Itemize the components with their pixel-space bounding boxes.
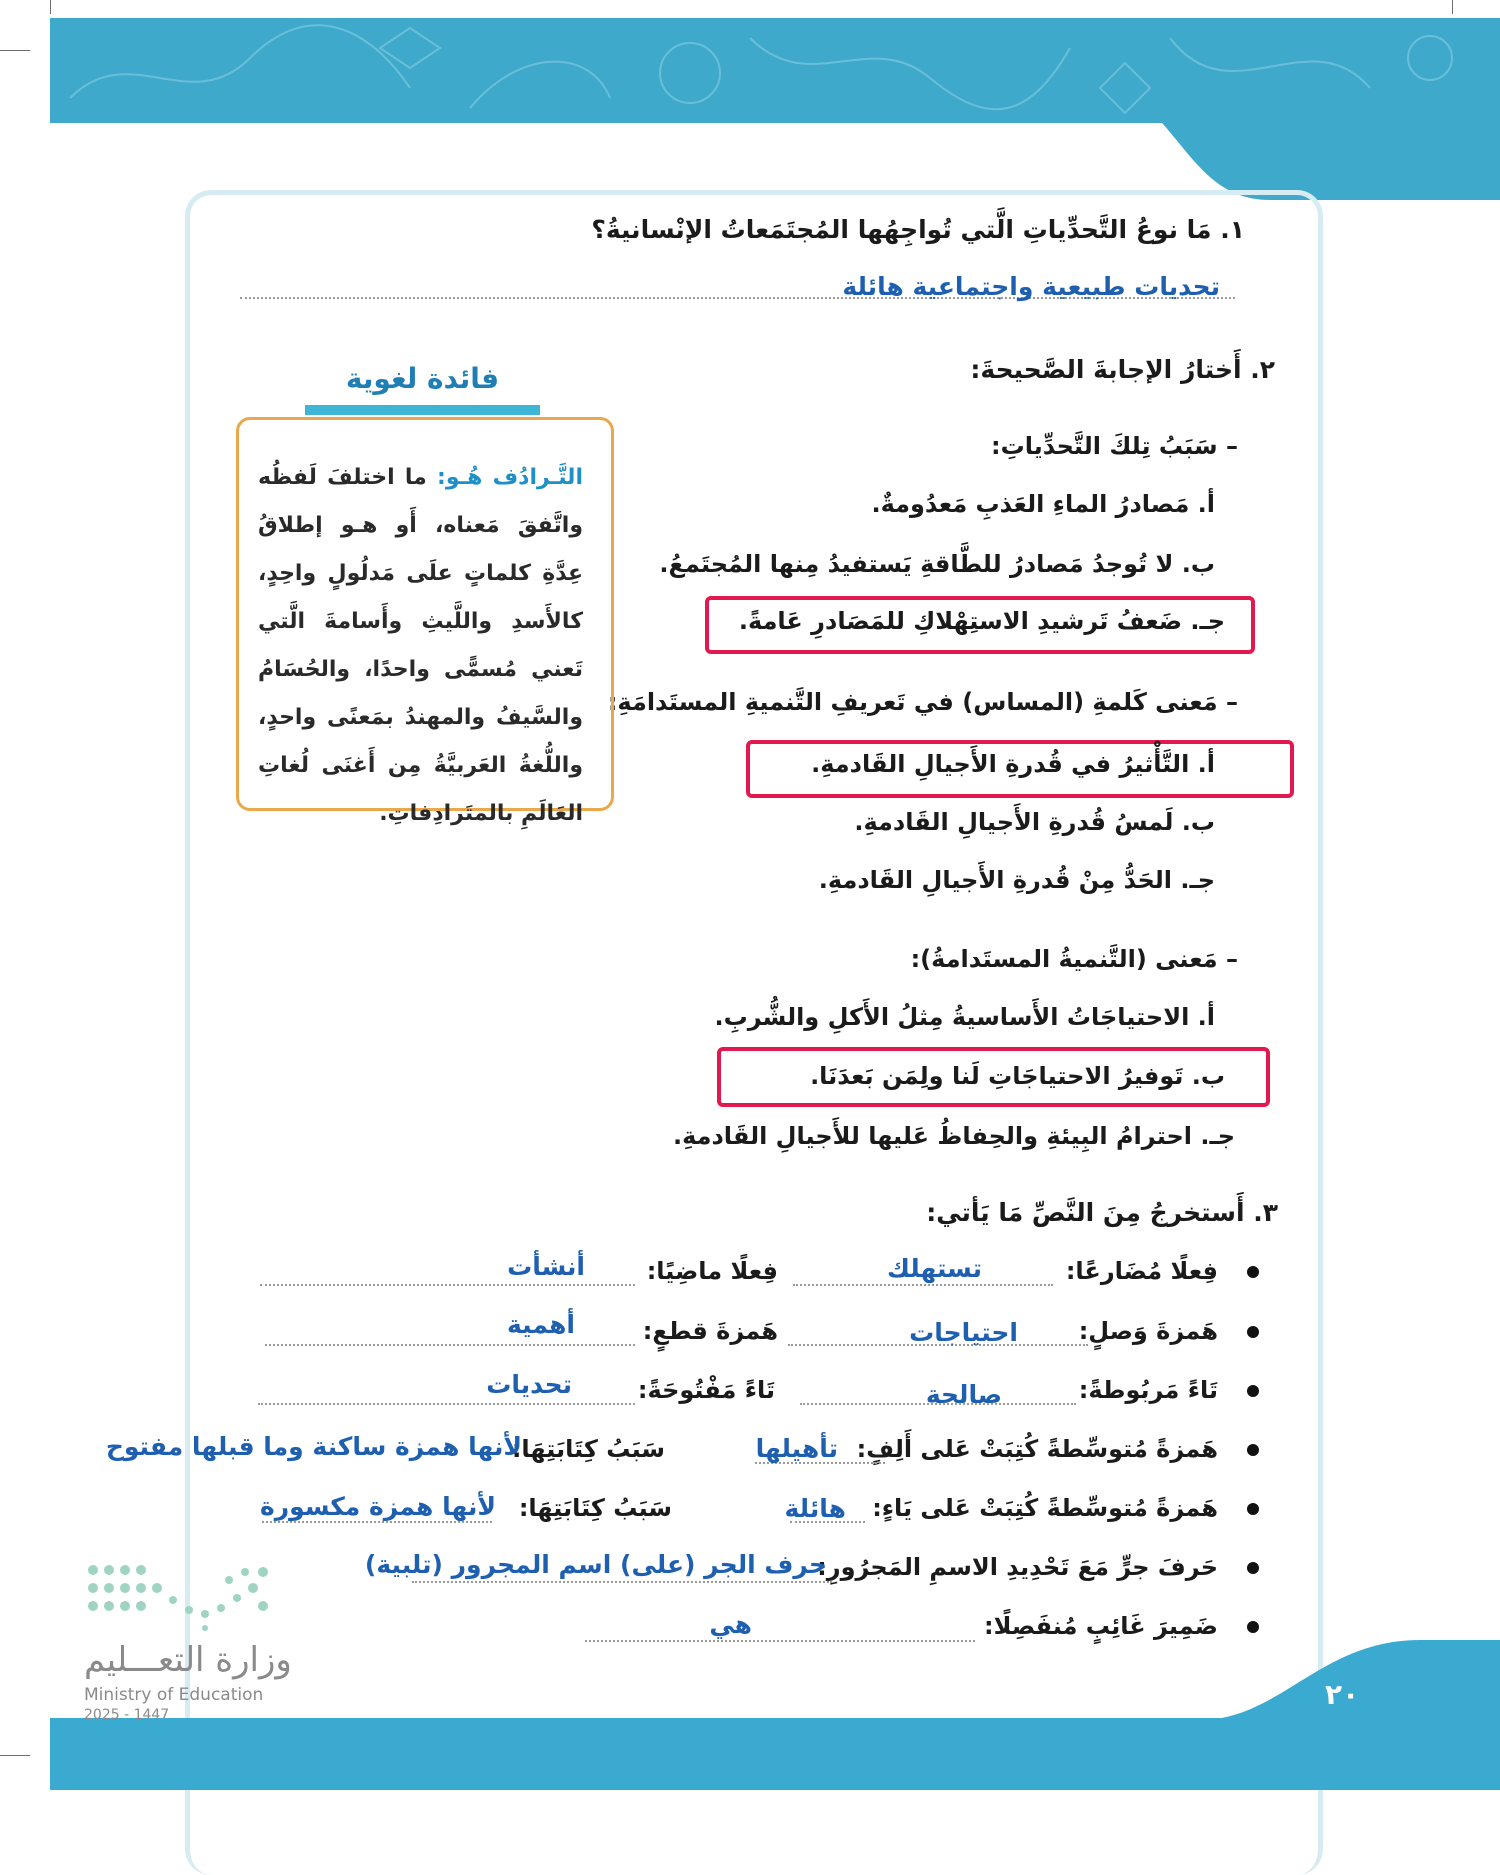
- tip-term: التَّـرادُف هُـو:: [437, 465, 583, 490]
- option-2c: جـ. الحَدُّ مِنْ قُدرةِ الأَجيالِ القَادمةِ.: [818, 866, 1215, 894]
- bullet: [1247, 1385, 1259, 1397]
- header-wave: [1150, 110, 1500, 200]
- row-6-label-1: حَرفَ جرٍّ مَعَ تَحْدِيدِ الاسمِ المَجرُورِ:: [817, 1553, 1218, 1581]
- crop-mark: [1452, 0, 1453, 14]
- bullet: [1247, 1444, 1259, 1456]
- row-3-answer-2: تحديات: [486, 1370, 572, 1399]
- question-3-title: ٣. أَستخرجُ مِنَ النَّصِّ مَا يَأتي:: [926, 1198, 1278, 1227]
- ministry-logo-year: 2025 - 1447: [84, 1707, 170, 1723]
- row-1-answer-1: تستهلك: [886, 1254, 982, 1283]
- answer-line: [258, 1403, 635, 1405]
- tip-body: ما اختلفَ لَفظُه واتَّفقَ مَعناه، أَو هـو إطلاقُ عِدَّةِ كلماتٍ علَى مَدلُولٍ واحِدٍ، كالأَسدِ واللَّيثِ وأَسامةَ الَّتي تَعني مُسمًّى واحدًا، والحُسَامُ والسَّيفُ والمهندُ بمَعنًى واحدٍ، واللُّغةُ العَربيَّةُ مِن أَغنَى لُغاتِ العَالَمِ بالمتَرادِفاتِ.: [258, 465, 583, 826]
- row-3-answer-1: صالحة: [925, 1380, 1002, 1409]
- ministry-logo-english: Ministry of Education: [84, 1685, 264, 1705]
- row-7-label-1: ضَمِيرَ غَائِبٍ مُنفَصِلًا:: [984, 1612, 1218, 1640]
- answer-1: تحديات طبيعية واجتماعية هائلة: [842, 272, 1220, 301]
- row-5-answer-2: لأنها همزة مكسورة: [260, 1492, 496, 1521]
- option-1c: جـ. ضَعفُ تَرشيدِ الاستِهْلاكِ للمَصَادرِ عَامةً.: [738, 607, 1225, 635]
- row-2-label-2: هَمزةَ قطعٍ:: [642, 1317, 778, 1345]
- row-4-answer-1: تأهيلها: [755, 1434, 838, 1463]
- answer-line: [585, 1640, 975, 1642]
- option-3a: أ. الاحتياجَاتُ الأَساسيةُ مِثلُ الأَكلِ والشُّربِ.: [714, 1003, 1215, 1031]
- row-1-answer-2: أنشأت: [507, 1252, 585, 1281]
- row-1-label-1: فِعلًا مُضَارعًا:: [1065, 1257, 1218, 1285]
- tip-title: فائدة لغوية: [345, 362, 500, 395]
- question-2-title: ٢. أَختارُ الإجابةَ الصَّحيحةَ:: [970, 355, 1275, 384]
- row-2-answer-2: أهمية: [506, 1310, 575, 1339]
- row-1-label-2: فِعلًا ماضِيًا:: [646, 1257, 778, 1285]
- ministry-logo-arabic: وزارة التعـــليم: [84, 1640, 292, 1680]
- option-1b: ب. لا تُوجدُ مَصادرُ للطَّاقةِ يَستفيدُ مِنها المُجتَمعُ.: [659, 550, 1215, 578]
- row-4-label-2: سَبَبُ كِتَابَتِهَا:: [511, 1435, 665, 1463]
- option-2a: أ. التَّأْثيرُ في قُدرةِ الأَجيالِ القَادمةِ.: [811, 750, 1215, 778]
- row-5-answer-1: هائلة: [784, 1494, 846, 1523]
- stem-3: – مَعنى (التَّنميةُ المستَدامةُ):: [910, 945, 1238, 973]
- answer-line: [412, 1581, 832, 1583]
- answer-line: [262, 1521, 492, 1523]
- row-3-label-1: تَاءً مَربُوطةً:: [1078, 1376, 1218, 1404]
- row-5-label-2: سَبَبُ كِتَابَتِهَا:: [518, 1494, 672, 1522]
- row-3-label-2: تَاءً مَفْتُوحَةً:: [637, 1376, 775, 1404]
- calligraphy-pattern: [50, 18, 1500, 123]
- row-4-label-1: هَمزةً مُتوسِّطةً كُتِبَتْ عَلى أَلِفٍ:: [856, 1435, 1218, 1463]
- header-band: [50, 18, 1500, 123]
- bullet: [1247, 1562, 1259, 1574]
- answer-line: [793, 1284, 1053, 1286]
- bullet: [1247, 1621, 1259, 1633]
- row-4-answer-2: لأنها همزة ساكنة وما قبلها مفتوح: [105, 1432, 522, 1461]
- tip-title-underline: [305, 405, 540, 415]
- row-2-label-1: هَمزةَ وَصلٍ:: [1078, 1317, 1218, 1345]
- page-number: ٢٠: [1325, 1678, 1360, 1711]
- row-7-answer-1: هي: [709, 1610, 752, 1639]
- option-3b: ب. تَوفيرُ الاحتياجَاتِ لَنا ولِمَن بَعدَنَا.: [810, 1062, 1225, 1090]
- bullet: [1247, 1326, 1259, 1338]
- bullet: [1247, 1503, 1259, 1515]
- crop-mark: [50, 0, 51, 14]
- question-1: ١. مَا نوعُ التَّحدِّياتِ الَّتي تُواجِهُها المُجتَمَعاتُ الإنْسانيةُ؟: [591, 215, 1245, 244]
- answer-line: [265, 1344, 635, 1346]
- tip-body-container: [258, 454, 583, 838]
- crop-mark: [0, 50, 30, 51]
- row-2-answer-1: احتياجات: [909, 1318, 1018, 1347]
- ministry-logo-icon: [85, 1562, 270, 1632]
- stem-1: – سَبَبُ تِلكَ التَّحدِّياتِ:: [991, 432, 1238, 460]
- stem-2: – مَعنى كَلمةِ (المساس) في تَعريفِ التَّنميةِ المستَدامَةِ:: [607, 688, 1238, 716]
- crop-mark: [0, 1755, 30, 1756]
- option-3c: جـ. احترامُ البِيئةِ والحِفاظُ عَليها للأَجيالِ القَادمةِ.: [672, 1122, 1235, 1150]
- answer-line: [260, 1284, 635, 1286]
- option-2b: ب. لَمسُ قُدرةِ الأَجيالِ القَادمةِ.: [854, 808, 1215, 836]
- footer-band: [50, 1718, 1500, 1790]
- row-6-answer-1: حرف الجر (على) اسم المجرور (تلبية): [364, 1550, 827, 1579]
- row-5-label-1: هَمزةً مُتوسِّطةً كُتِبَتْ عَلى يَاءٍ:: [872, 1494, 1218, 1522]
- bullet: [1247, 1266, 1259, 1278]
- option-1a: أ. مَصادرُ الماءِ العَذبِ مَعدُومةٌ.: [871, 490, 1215, 518]
